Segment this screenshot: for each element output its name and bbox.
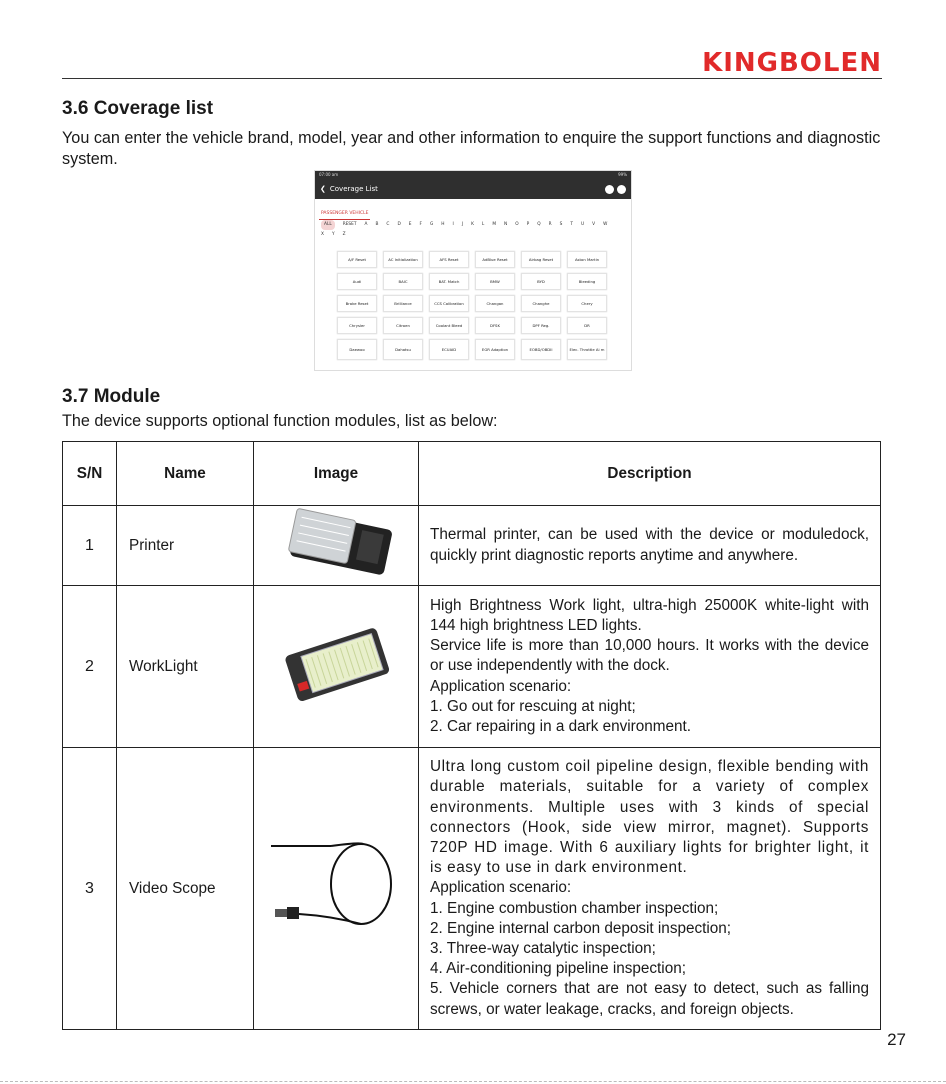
status-bar — [315, 171, 631, 179]
coverage-item[interactable]: Daewoo — [337, 339, 377, 360]
desc-line: 3. Three-way catalytic inspection; — [430, 940, 656, 957]
coverage-item[interactable]: EOBD/OBDII — [521, 339, 561, 360]
desc-line: 1. Engine combustion chamber inspection; — [430, 899, 719, 917]
filter-z[interactable]: Z — [342, 232, 346, 237]
filter-p[interactable]: P — [526, 222, 530, 227]
coverage-item[interactable]: Brake Reset — [337, 295, 377, 312]
brand-logo: KINGBOLEN — [702, 48, 882, 78]
filter-g[interactable]: G — [429, 222, 434, 227]
coverage-item[interactable]: Coolant Bleed — [429, 317, 469, 334]
filter-reset[interactable]: RESET — [342, 222, 357, 227]
filter-l[interactable]: L — [481, 222, 485, 227]
coverage-item[interactable]: Chery — [567, 295, 607, 312]
filter-b[interactable]: B — [375, 222, 379, 227]
row-name: Video Scope — [117, 748, 254, 1030]
coverage-item[interactable]: Citroen — [383, 317, 423, 334]
module-table — [62, 441, 881, 1030]
exit-icon[interactable] — [617, 185, 626, 194]
filter-e[interactable]: E — [408, 222, 412, 227]
desc-line: High Brightness Work light, ultra-high 25000K white-light with 144 high brightness LED lights. — [430, 596, 869, 634]
row-sn: 2 — [63, 586, 117, 748]
page-number: 27 — [887, 1030, 906, 1049]
home-icon[interactable] — [605, 185, 614, 194]
filter-o[interactable]: O — [515, 222, 519, 227]
row-name: Printer — [117, 506, 254, 586]
table-row — [63, 748, 881, 1030]
table-row — [63, 506, 881, 586]
desc-line: 4. Air-conditioning pipeline inspection; — [430, 960, 686, 978]
back-icon[interactable]: ❮ — [320, 185, 326, 193]
status-time: 07:00 am — [319, 172, 339, 177]
header-sn: S/N — [63, 442, 117, 506]
coverage-item[interactable]: A/F Reset — [337, 251, 377, 268]
filter-n[interactable]: N — [504, 222, 508, 227]
filter-all[interactable]: ALL — [321, 220, 335, 230]
alphabet-filter — [315, 220, 631, 240]
nav-bar — [315, 179, 631, 199]
desc-line: 2. Engine internal carbon deposit inspection; — [430, 919, 732, 937]
status-battery: 99% — [618, 172, 627, 177]
desc-line: Application scenario: — [430, 879, 572, 897]
filter-a[interactable]: A — [364, 222, 368, 227]
section-text-module: The device supports optional function modules, list as below: — [62, 412, 498, 430]
desc-line: 1. Go out for rescuing at night; — [430, 697, 636, 715]
coverage-list-screenshot — [314, 170, 632, 371]
filter-y[interactable]: Y — [331, 232, 335, 237]
row-sn: 3 — [63, 748, 117, 1030]
filter-v[interactable]: V — [592, 222, 596, 227]
filter-f[interactable]: F — [419, 222, 422, 227]
header-name: Name — [117, 442, 254, 506]
filter-r[interactable]: R — [548, 222, 552, 227]
coverage-item[interactable]: Aston Martin — [567, 251, 607, 268]
filter-t[interactable]: T — [570, 222, 573, 227]
coverage-item[interactable]: EGR Adaption — [475, 339, 515, 360]
desc-line: Service life is more than 10,000 hours. It works with the device or use independently with the dock. — [430, 637, 869, 675]
section-title-module: 3.7 Module — [62, 386, 161, 407]
filter-m[interactable]: M — [492, 222, 497, 227]
worklight-image — [254, 586, 419, 748]
table-header-row — [63, 442, 881, 506]
coverage-item[interactable]: Changan — [475, 295, 515, 312]
coverage-grid — [337, 251, 607, 360]
coverage-item[interactable]: AFS Reset — [429, 251, 469, 268]
filter-q[interactable]: Q — [537, 222, 541, 227]
coverage-item[interactable]: DPF Reg. — [521, 317, 561, 334]
filter-c[interactable]: C — [386, 222, 390, 227]
coverage-item[interactable]: Chrysler — [337, 317, 377, 334]
coverage-item[interactable]: Elec. Throttle Ai m — [567, 339, 607, 360]
header-rule — [62, 78, 882, 79]
tab-passenger-vehicle[interactable]: PASSENGER VEHICLE — [319, 211, 370, 220]
section-text-coverage: You can enter the vehicle brand, model, year and other information to enquire the support functions and diagnostic system. — [62, 129, 881, 168]
section-title-coverage: 3.6 Coverage list — [62, 98, 214, 119]
coverage-item[interactable]: Brilliance — [383, 295, 423, 312]
desc-line: 5. Vehicle corners that are not easy to detect, such as falling screws, or water leakage, cracks, and foreign objects. — [430, 980, 869, 1018]
filter-w[interactable]: W — [603, 222, 608, 227]
printer-image — [254, 506, 419, 586]
coverage-item[interactable]: Bleeding — [567, 273, 607, 290]
coverage-item[interactable]: Airbag Reset — [521, 251, 561, 268]
header-image: Image — [254, 442, 419, 506]
video-scope-image — [254, 748, 419, 1030]
row-description — [419, 748, 881, 1030]
filter-i[interactable]: I — [452, 222, 454, 227]
page-edge — [0, 1081, 946, 1082]
coverage-item[interactable]: DR — [567, 317, 607, 334]
coverage-item[interactable]: BMW — [475, 273, 515, 290]
row-description — [419, 506, 881, 586]
row-sn: 1 — [63, 506, 117, 586]
coverage-item[interactable]: AC Initialization — [383, 251, 423, 268]
filter-x[interactable]: X — [321, 232, 324, 237]
desc-line: Application scenario: — [430, 677, 572, 695]
coverage-item[interactable]: Audi — [337, 273, 377, 290]
row-description — [419, 586, 881, 748]
coverage-item[interactable]: BAIC — [383, 273, 423, 290]
desc-line: 2. Car repairing in a dark environment. — [430, 718, 692, 735]
filter-j[interactable]: J — [461, 222, 464, 227]
screen-title: Coverage List — [329, 185, 378, 193]
coverage-item[interactable]: BAT. Match — [429, 273, 469, 290]
table-row — [63, 586, 881, 748]
row-name: WorkLight — [117, 586, 254, 748]
desc-line: Ultra long custom coil pipeline design, flexible bending with durable materials, suitable for a variety of complex environments. Multiple uses with 3 kinds of special connectors (Hook, side view mirror, magnet). Supports 720P HD image. With 6 auxiliary lights for brighter light, it is easy to use in dark environment. — [430, 758, 869, 877]
filter-u[interactable]: U — [581, 222, 585, 227]
coverage-item[interactable]: CCS Calibration — [429, 295, 469, 312]
filter-k[interactable]: K — [471, 222, 474, 227]
desc-line: Thermal printer, can be used with the device or moduledock, quickly print diagnostic reports anytime and anywhere. — [430, 526, 869, 564]
filter-s[interactable]: S — [559, 222, 563, 227]
header-description: Description — [419, 442, 881, 506]
coverage-item[interactable]: Changhe — [521, 295, 561, 312]
filter-h[interactable]: H — [441, 222, 445, 227]
coverage-item[interactable]: ECUAID — [429, 339, 469, 360]
coverage-item[interactable]: BYD — [521, 273, 561, 290]
coverage-item[interactable]: Dahatsu — [383, 339, 423, 360]
filter-d[interactable]: D — [397, 222, 401, 227]
coverage-item[interactable]: AdBlue Reset — [475, 251, 515, 268]
coverage-item[interactable]: DFSK — [475, 317, 515, 334]
